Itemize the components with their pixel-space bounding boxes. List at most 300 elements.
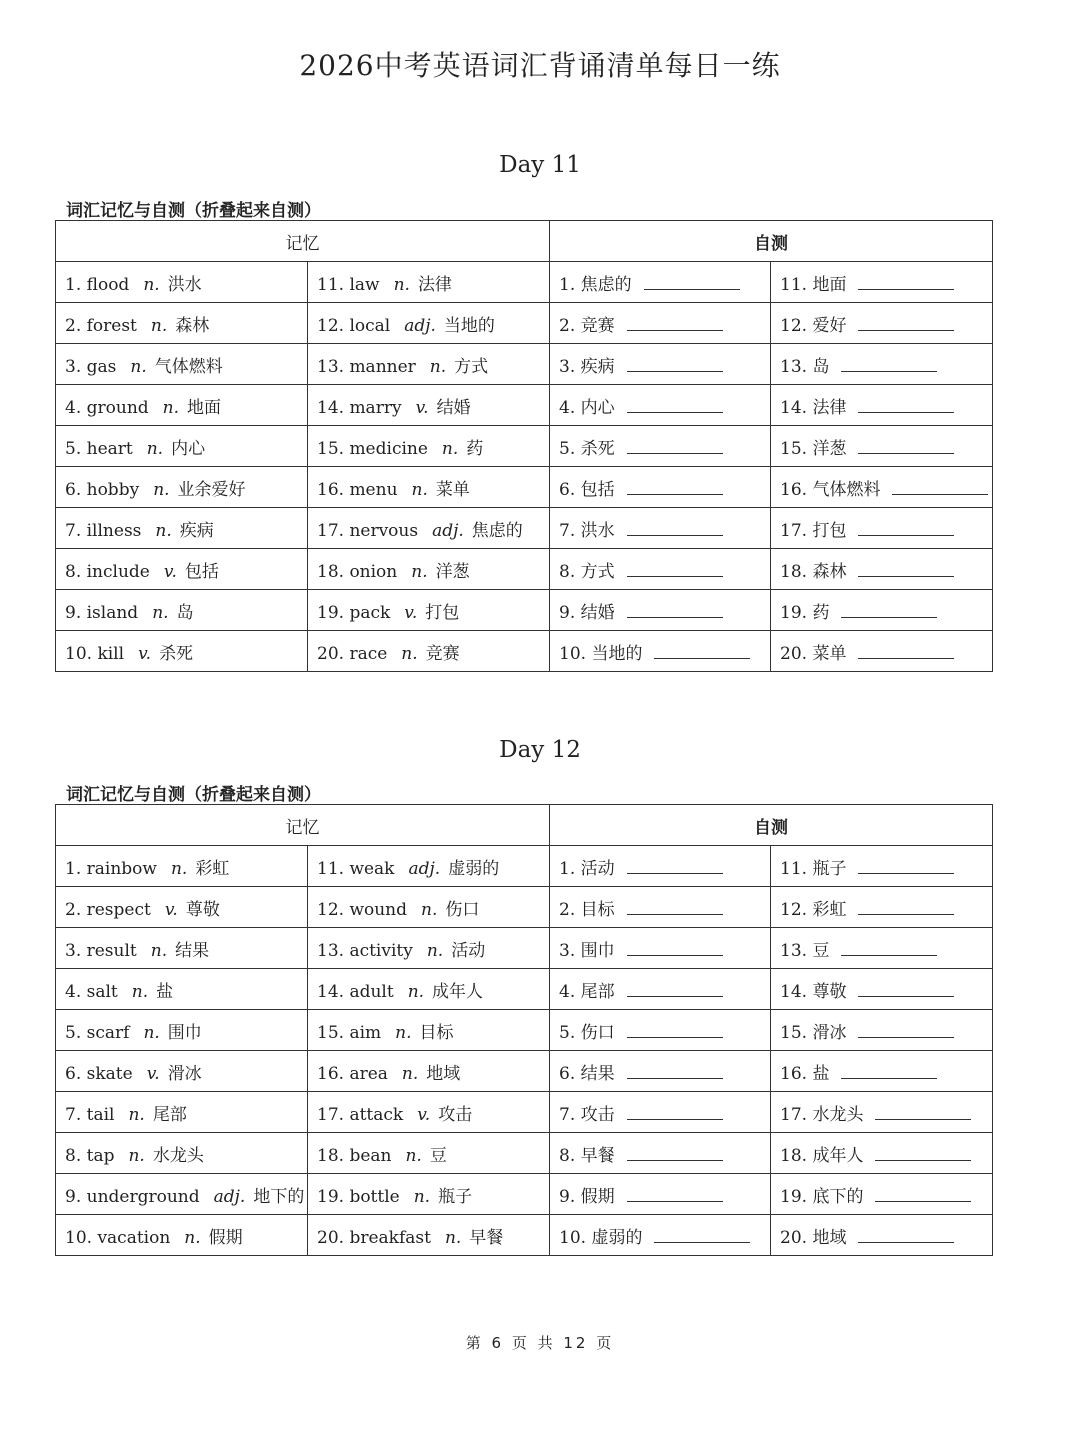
answer-blank[interactable] xyxy=(627,1062,723,1079)
memory-cell xyxy=(308,1133,550,1174)
word: 13. manner xyxy=(317,356,416,377)
part-of-speech: n. xyxy=(170,858,188,879)
table-row xyxy=(56,344,993,385)
table-row xyxy=(56,1010,993,1051)
day-title: Day 11 xyxy=(499,152,581,178)
test-cell xyxy=(550,385,771,426)
answer-blank[interactable] xyxy=(654,642,750,659)
test-prompt: 3. 围巾 xyxy=(559,940,615,961)
word: 16. area xyxy=(317,1063,388,1084)
answer-blank[interactable] xyxy=(858,857,954,874)
test-cell xyxy=(550,508,771,549)
meaning: 豆 xyxy=(429,1145,447,1166)
part-of-speech: n. xyxy=(130,356,147,377)
test-prompt: 7. 攻击 xyxy=(559,1104,615,1125)
memory-cell xyxy=(308,887,550,928)
meaning: 菜单 xyxy=(435,479,470,500)
memory-cell xyxy=(308,508,550,549)
meaning: 早餐 xyxy=(469,1227,504,1248)
test-prompt: 10. 虚弱的 xyxy=(559,1227,643,1248)
test-prompt: 19. 底下的 xyxy=(780,1186,864,1207)
test-cell xyxy=(550,887,771,928)
answer-blank[interactable] xyxy=(627,980,723,997)
test-cell xyxy=(550,549,771,590)
answer-blank[interactable] xyxy=(875,1185,971,1202)
part-of-speech: n. xyxy=(421,899,438,920)
section-label: 词汇记忆与自测（折叠起来自测） xyxy=(66,785,321,805)
table-row xyxy=(56,1133,993,1174)
table-row xyxy=(56,508,993,549)
answer-blank[interactable] xyxy=(627,857,723,874)
memory-cell xyxy=(56,344,308,385)
word: 18. onion xyxy=(317,561,398,582)
part-of-speech: n. xyxy=(146,438,164,459)
meaning: 滑冰 xyxy=(167,1063,202,1084)
meaning: 药 xyxy=(466,438,484,459)
answer-blank[interactable] xyxy=(627,437,723,454)
answer-blank[interactable] xyxy=(858,560,954,577)
word: 8. include xyxy=(65,561,150,582)
meaning: 成年人 xyxy=(432,981,484,1002)
section-label: 词汇记忆与自测（折叠起来自测） xyxy=(66,201,321,221)
memory-cell xyxy=(308,590,550,631)
answer-blank[interactable] xyxy=(841,355,937,372)
word: 5. heart xyxy=(65,438,133,459)
part-of-speech: v. xyxy=(146,1063,160,1084)
test-prompt: 11. 瓶子 xyxy=(780,858,847,879)
word: 15. medicine xyxy=(317,438,428,459)
memory-cell xyxy=(308,549,550,590)
test-cell xyxy=(771,1010,993,1051)
word: 3. gas xyxy=(65,356,117,377)
meaning: 地域 xyxy=(426,1063,461,1084)
word: 13. activity xyxy=(317,940,413,961)
part-of-speech: v. xyxy=(138,643,152,664)
table-row xyxy=(56,262,993,303)
word: 3. result xyxy=(65,940,137,961)
test-cell xyxy=(771,262,993,303)
memory-cell xyxy=(56,508,308,549)
test-prompt: 17. 打包 xyxy=(780,520,847,541)
meaning: 气体燃料 xyxy=(154,356,223,377)
test-prompt: 5. 伤口 xyxy=(559,1022,615,1043)
test-cell xyxy=(550,969,771,1010)
meaning: 岛 xyxy=(176,602,194,623)
document-title: 2026中考英语词汇背诵清单每日一练 xyxy=(299,49,781,82)
answer-blank[interactable] xyxy=(627,939,723,956)
test-prompt: 3. 疾病 xyxy=(559,356,615,377)
word: 8. tap xyxy=(65,1145,115,1166)
memory-cell xyxy=(56,385,308,426)
part-of-speech: n. xyxy=(401,643,418,664)
memory-cell xyxy=(56,846,308,887)
test-cell xyxy=(771,969,993,1010)
test-prompt: 12. 彩虹 xyxy=(780,899,847,920)
answer-blank[interactable] xyxy=(627,898,723,915)
meaning: 尊敬 xyxy=(185,899,220,920)
part-of-speech: adj. xyxy=(213,1186,246,1207)
memory-header: 记忆 xyxy=(56,221,550,262)
day-title: Day 12 xyxy=(499,737,581,763)
test-prompt: 8. 方式 xyxy=(559,561,615,582)
test-prompt: 2. 竞赛 xyxy=(559,315,615,336)
answer-blank[interactable] xyxy=(627,314,723,331)
word: 10. vacation xyxy=(65,1227,171,1248)
part-of-speech: n. xyxy=(441,438,459,459)
part-of-speech: n. xyxy=(131,981,149,1002)
table-row xyxy=(56,385,993,426)
word: 20. breakfast xyxy=(317,1227,431,1248)
answer-blank[interactable] xyxy=(858,980,954,997)
word: 17. attack xyxy=(317,1104,404,1125)
part-of-speech: n. xyxy=(393,274,410,295)
part-of-speech: adj. xyxy=(408,858,441,879)
answer-blank[interactable] xyxy=(627,478,723,495)
table-row xyxy=(56,1051,993,1092)
answer-blank[interactable] xyxy=(858,1226,954,1243)
answer-blank[interactable] xyxy=(627,519,723,536)
part-of-speech: n. xyxy=(184,1227,201,1248)
meaning: 活动 xyxy=(451,940,486,961)
word: 4. salt xyxy=(65,981,118,1002)
memory-cell xyxy=(308,1215,550,1256)
table-row xyxy=(56,590,993,631)
memory-cell xyxy=(308,1010,550,1051)
meaning: 伤口 xyxy=(445,899,480,920)
test-cell xyxy=(550,1133,771,1174)
test-cell xyxy=(771,344,993,385)
part-of-speech: adj. xyxy=(432,520,464,541)
test-cell xyxy=(550,344,771,385)
test-prompt: 13. 岛 xyxy=(780,356,830,377)
test-prompt: 12. 爱好 xyxy=(780,315,847,336)
meaning: 法律 xyxy=(417,274,452,295)
memory-cell xyxy=(308,969,550,1010)
answer-blank[interactable] xyxy=(858,437,954,454)
test-cell xyxy=(771,1174,993,1215)
answer-blank[interactable] xyxy=(627,1185,723,1202)
memory-cell xyxy=(308,262,550,303)
test-cell xyxy=(550,262,771,303)
part-of-speech: n. xyxy=(155,520,172,541)
test-prompt: 1. 焦虑的 xyxy=(559,274,632,295)
table-row xyxy=(56,549,993,590)
test-prompt: 15. 滑冰 xyxy=(780,1022,847,1043)
test-cell xyxy=(771,1133,993,1174)
memory-cell xyxy=(308,631,550,672)
memory-cell xyxy=(56,1010,308,1051)
answer-blank[interactable] xyxy=(627,1144,723,1161)
table-row xyxy=(56,467,993,508)
meaning: 尾部 xyxy=(152,1104,187,1125)
answer-blank[interactable] xyxy=(858,314,954,331)
test-cell xyxy=(550,590,771,631)
part-of-speech: n. xyxy=(153,479,170,500)
test-prompt: 16. 气体燃料 xyxy=(780,479,881,500)
part-of-speech: n. xyxy=(143,1022,160,1043)
memory-cell xyxy=(308,344,550,385)
test-prompt: 16. 盐 xyxy=(780,1063,830,1084)
test-cell xyxy=(550,1215,771,1256)
table-row xyxy=(56,631,993,672)
table-row xyxy=(56,928,993,969)
word: 17. nervous xyxy=(317,520,419,541)
word: 1. rainbow xyxy=(65,858,157,879)
test-cell xyxy=(550,426,771,467)
memory-cell xyxy=(56,262,308,303)
page-footer: 第 6 页 共 12 页 xyxy=(465,1334,615,1352)
test-prompt: 1. 活动 xyxy=(559,858,615,879)
test-cell xyxy=(771,590,993,631)
word: 4. ground xyxy=(65,397,149,418)
part-of-speech: v. xyxy=(164,899,178,920)
test-cell xyxy=(771,928,993,969)
table-row xyxy=(56,846,993,887)
test-prompt: 15. 洋葱 xyxy=(780,438,847,459)
vocab-table-day-12 xyxy=(55,804,993,1256)
test-cell xyxy=(771,1051,993,1092)
word: 15. aim xyxy=(317,1022,382,1043)
meaning: 杀死 xyxy=(159,643,194,664)
test-prompt: 8. 早餐 xyxy=(559,1145,615,1166)
word: 6. skate xyxy=(65,1063,133,1084)
table-row xyxy=(56,303,993,344)
word: 10. kill xyxy=(65,643,125,664)
test-cell xyxy=(771,1092,993,1133)
test-prompt: 14. 法律 xyxy=(780,397,847,418)
memory-header: 记忆 xyxy=(56,805,550,846)
test-cell xyxy=(550,1051,771,1092)
memory-cell xyxy=(56,631,308,672)
test-header: 自测 xyxy=(550,221,993,262)
test-cell xyxy=(550,303,771,344)
answer-blank[interactable] xyxy=(627,560,723,577)
header-row xyxy=(56,221,993,262)
memory-cell xyxy=(56,928,308,969)
test-prompt: 19. 药 xyxy=(780,602,830,623)
answer-blank[interactable] xyxy=(858,519,954,536)
test-prompt: 7. 洪水 xyxy=(559,520,615,541)
memory-cell xyxy=(56,549,308,590)
word: 12. wound xyxy=(317,899,408,920)
meaning: 目标 xyxy=(419,1022,454,1043)
test-cell xyxy=(771,426,993,467)
answer-blank[interactable] xyxy=(627,355,723,372)
answer-blank[interactable] xyxy=(858,396,954,413)
part-of-speech: n. xyxy=(150,940,168,961)
part-of-speech: n. xyxy=(395,1022,412,1043)
answer-blank[interactable] xyxy=(841,939,937,956)
word: 14. marry xyxy=(317,397,402,418)
word: 11. weak xyxy=(317,858,395,879)
answer-blank[interactable] xyxy=(841,1062,937,1079)
meaning: 彩虹 xyxy=(195,858,230,879)
word: 9. underground xyxy=(65,1186,200,1207)
test-cell xyxy=(771,467,993,508)
part-of-speech: n. xyxy=(407,981,425,1002)
memory-cell xyxy=(308,1051,550,1092)
word: 2. respect xyxy=(65,899,151,920)
test-prompt: 9. 假期 xyxy=(559,1186,615,1207)
part-of-speech: adj. xyxy=(404,315,436,336)
answer-blank[interactable] xyxy=(858,642,954,659)
test-prompt: 20. 菜单 xyxy=(780,643,847,664)
word: 9. island xyxy=(65,602,139,623)
test-prompt: 6. 包括 xyxy=(559,479,615,500)
memory-cell xyxy=(56,467,308,508)
memory-cell xyxy=(56,1174,308,1215)
memory-cell xyxy=(56,969,308,1010)
part-of-speech: n. xyxy=(128,1145,145,1166)
meaning: 业余爱好 xyxy=(177,479,246,500)
part-of-speech: v. xyxy=(415,397,429,418)
memory-cell xyxy=(308,467,550,508)
answer-blank[interactable] xyxy=(654,1226,750,1243)
part-of-speech: n. xyxy=(128,1104,145,1125)
meaning: 包括 xyxy=(184,561,219,582)
word: 16. menu xyxy=(317,479,398,500)
memory-cell xyxy=(56,1051,308,1092)
test-cell xyxy=(550,1174,771,1215)
meaning: 盐 xyxy=(156,981,174,1002)
part-of-speech: n. xyxy=(413,1186,431,1207)
meaning: 地下的 xyxy=(253,1186,305,1207)
part-of-speech: v. xyxy=(163,561,177,582)
test-cell xyxy=(771,508,993,549)
meaning: 当地的 xyxy=(443,315,495,336)
table-row xyxy=(56,1174,993,1215)
answer-blank[interactable] xyxy=(858,1021,954,1038)
memory-cell xyxy=(56,1092,308,1133)
meaning: 攻击 xyxy=(438,1104,473,1125)
answer-blank[interactable] xyxy=(627,1021,723,1038)
test-cell xyxy=(771,1215,993,1256)
test-cell xyxy=(771,887,993,928)
answer-blank[interactable] xyxy=(841,601,937,618)
answer-blank[interactable] xyxy=(627,396,723,413)
table-row xyxy=(56,1092,993,1133)
word: 19. bottle xyxy=(317,1186,400,1207)
word: 7. illness xyxy=(65,520,142,541)
meaning: 假期 xyxy=(208,1227,243,1248)
meaning: 森林 xyxy=(175,315,210,336)
test-cell xyxy=(550,1010,771,1051)
answer-blank[interactable] xyxy=(875,1103,971,1120)
part-of-speech: v. xyxy=(417,1104,431,1125)
answer-blank[interactable] xyxy=(627,1103,723,1120)
table-row xyxy=(56,1215,993,1256)
memory-cell xyxy=(308,1174,550,1215)
memory-cell xyxy=(56,426,308,467)
test-cell xyxy=(771,631,993,672)
answer-blank[interactable] xyxy=(875,1144,971,1161)
test-header: 自测 xyxy=(550,805,993,846)
answer-blank[interactable] xyxy=(858,898,954,915)
word: 6. hobby xyxy=(65,479,140,500)
meaning: 打包 xyxy=(425,602,460,623)
word: 7. tail xyxy=(65,1104,115,1125)
test-cell xyxy=(550,631,771,672)
meaning: 内心 xyxy=(171,438,206,459)
word: 19. pack xyxy=(317,602,391,623)
test-prompt: 4. 尾部 xyxy=(559,981,615,1002)
meaning: 方式 xyxy=(454,356,489,377)
part-of-speech: n. xyxy=(152,602,169,623)
table-row xyxy=(56,887,993,928)
word: 11. law xyxy=(317,274,380,295)
memory-cell xyxy=(308,928,550,969)
part-of-speech: n. xyxy=(411,561,428,582)
test-cell xyxy=(550,467,771,508)
part-of-speech: n. xyxy=(143,274,160,295)
answer-blank[interactable] xyxy=(858,273,954,290)
memory-cell xyxy=(308,426,550,467)
test-prompt: 18. 成年人 xyxy=(780,1145,864,1166)
test-prompt: 6. 结果 xyxy=(559,1063,615,1084)
part-of-speech: n. xyxy=(444,1227,462,1248)
test-prompt: 17. 水龙头 xyxy=(780,1104,864,1125)
test-cell xyxy=(771,549,993,590)
test-cell xyxy=(771,846,993,887)
memory-cell xyxy=(308,385,550,426)
table-row xyxy=(56,426,993,467)
memory-cell xyxy=(56,887,308,928)
meaning: 虚弱的 xyxy=(448,858,500,879)
meaning: 洋葱 xyxy=(435,561,470,582)
memory-cell xyxy=(308,303,550,344)
part-of-speech: v. xyxy=(404,602,418,623)
meaning: 围巾 xyxy=(167,1022,202,1043)
meaning: 水龙头 xyxy=(152,1145,204,1166)
test-cell xyxy=(771,303,993,344)
part-of-speech: n. xyxy=(150,315,168,336)
table-row xyxy=(56,969,993,1010)
meaning: 瓶子 xyxy=(438,1186,473,1207)
answer-blank[interactable] xyxy=(627,601,723,618)
memory-cell xyxy=(308,1092,550,1133)
word: 1. flood xyxy=(65,274,130,295)
part-of-speech: n. xyxy=(429,356,447,377)
test-prompt: 18. 森林 xyxy=(780,561,847,582)
memory-cell xyxy=(308,846,550,887)
meaning: 结果 xyxy=(175,940,210,961)
meaning: 焦虑的 xyxy=(471,520,523,541)
part-of-speech: n. xyxy=(411,479,428,500)
part-of-speech: n. xyxy=(162,397,180,418)
memory-cell xyxy=(56,1133,308,1174)
test-prompt: 10. 当地的 xyxy=(559,643,643,664)
answer-blank[interactable] xyxy=(892,478,988,495)
memory-cell xyxy=(56,590,308,631)
test-cell xyxy=(550,928,771,969)
memory-cell xyxy=(56,303,308,344)
part-of-speech: n. xyxy=(401,1063,419,1084)
test-prompt: 4. 内心 xyxy=(559,397,615,418)
meaning: 结婚 xyxy=(436,397,471,418)
test-prompt: 13. 豆 xyxy=(780,940,830,961)
test-prompt: 20. 地域 xyxy=(780,1227,847,1248)
header-row xyxy=(56,805,993,846)
test-cell xyxy=(550,846,771,887)
answer-blank[interactable] xyxy=(644,273,740,290)
word: 18. bean xyxy=(317,1145,392,1166)
meaning: 洪水 xyxy=(167,274,202,295)
word: 20. race xyxy=(317,643,388,664)
test-prompt: 11. 地面 xyxy=(780,274,847,295)
vocab-table-day-11 xyxy=(55,220,993,672)
part-of-speech: n. xyxy=(426,940,444,961)
word: 12. local xyxy=(317,315,391,336)
